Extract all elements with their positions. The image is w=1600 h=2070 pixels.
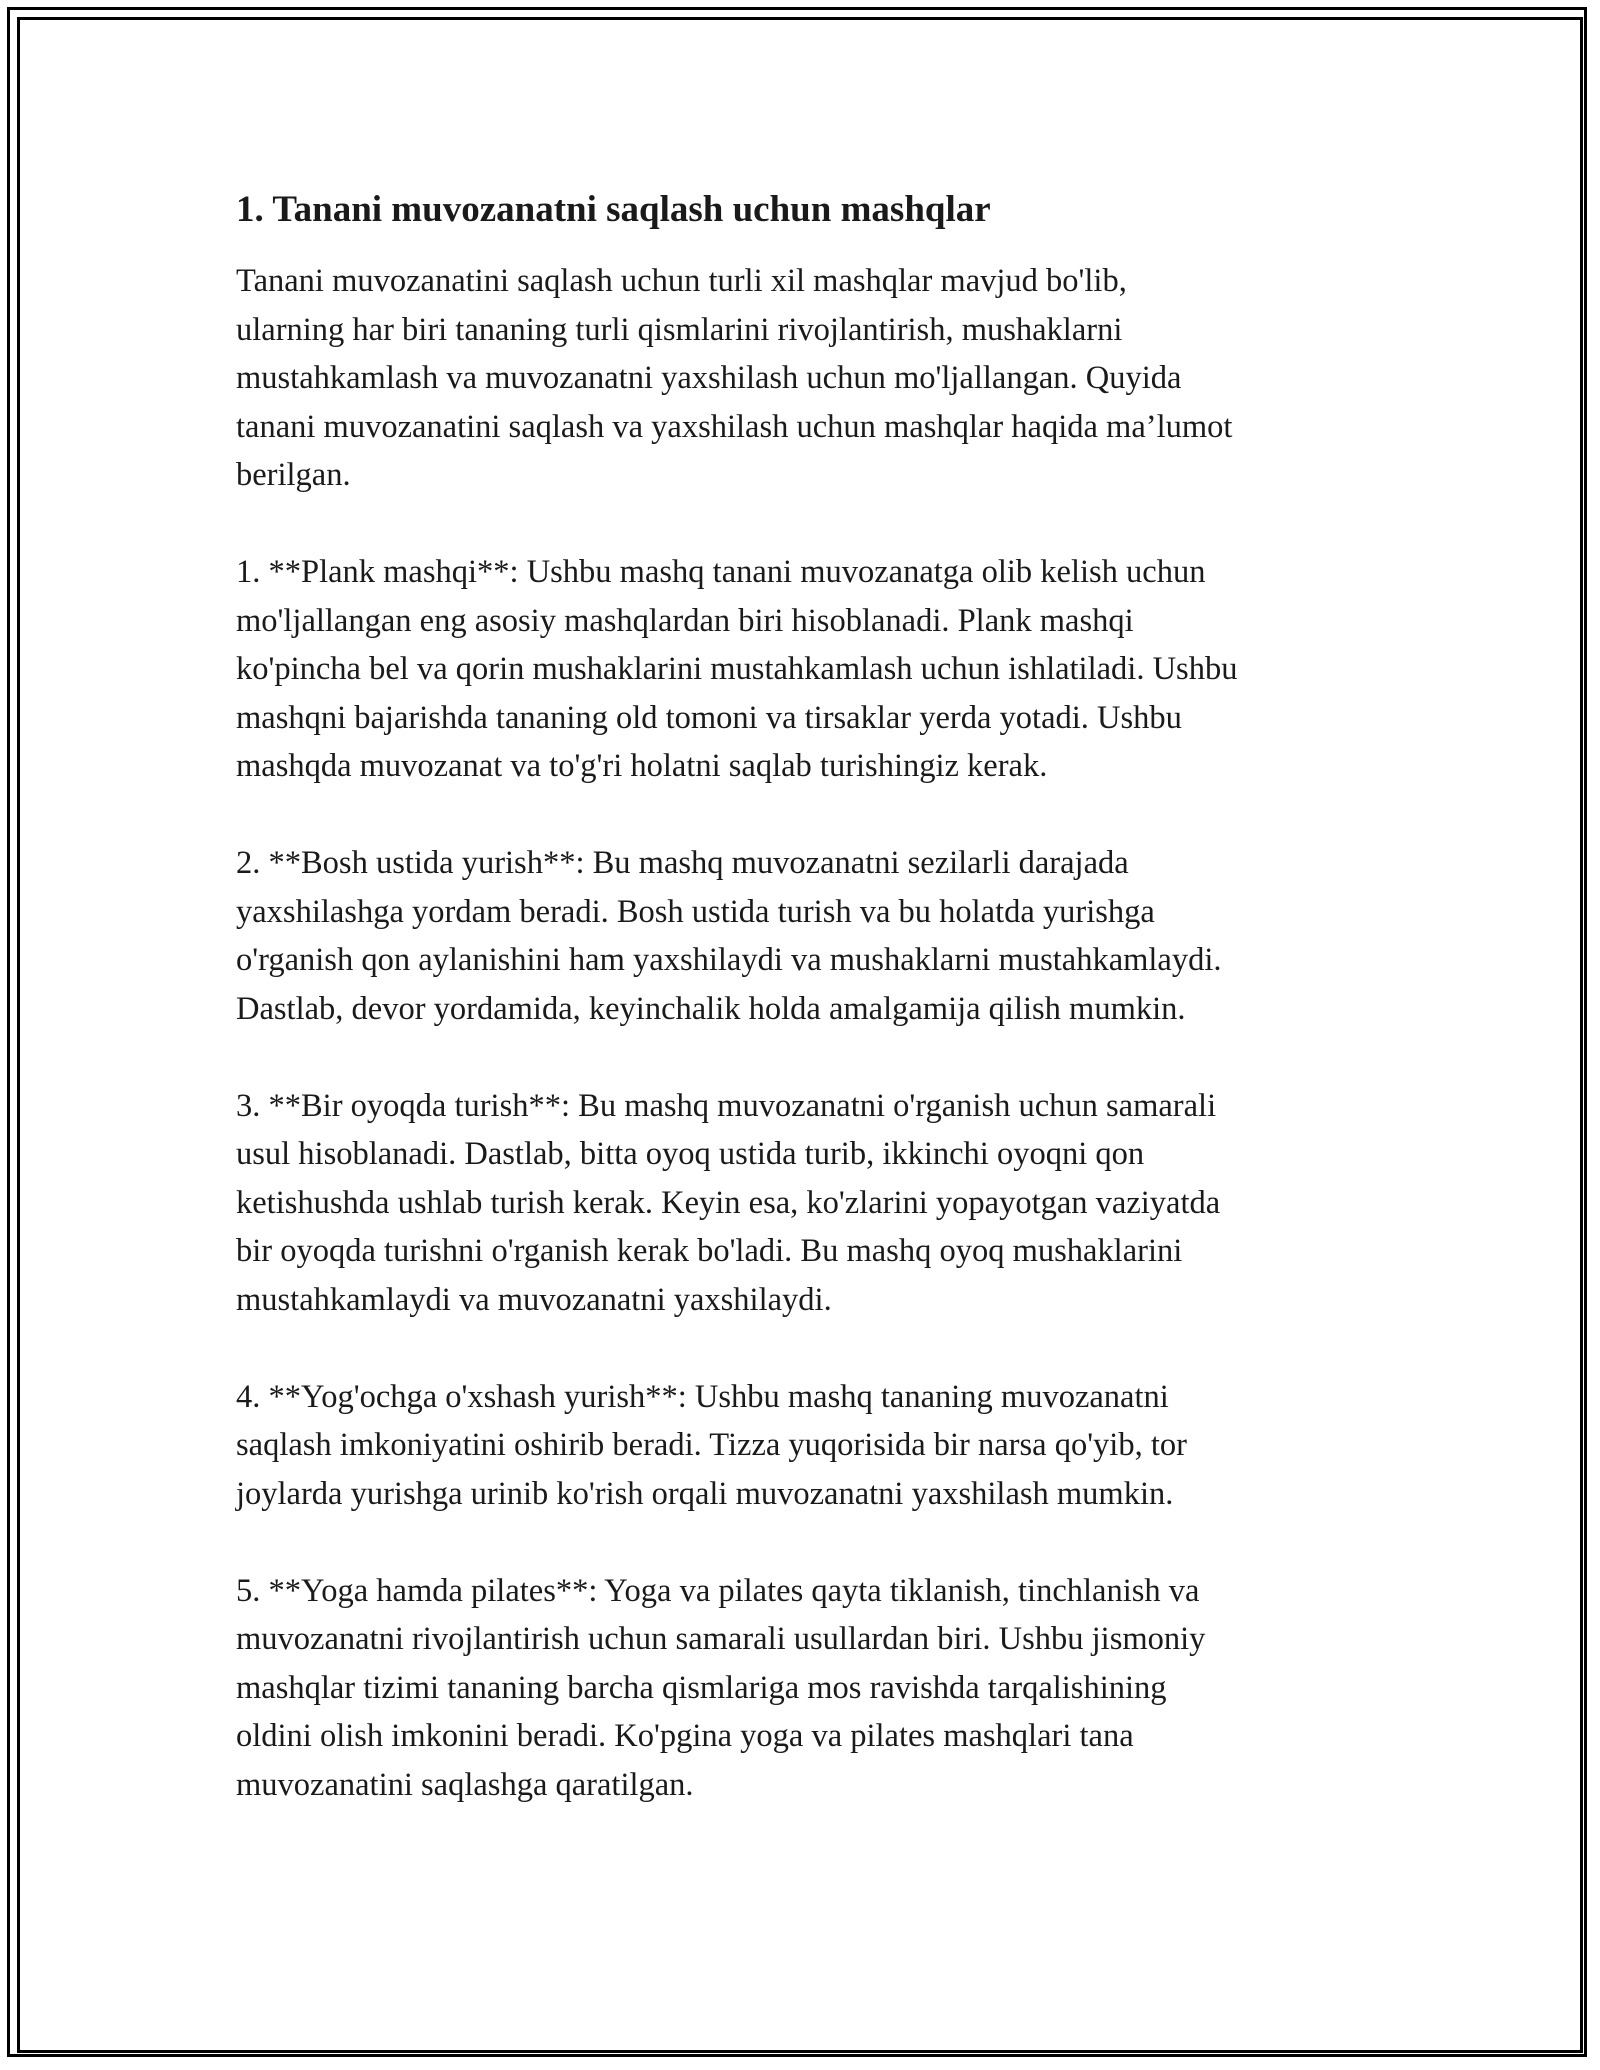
document-body: [236, 188, 1381, 1858]
exercise-beam-walk-paragraph: 4. **Yog'ochga o'xshash yurish**: Ushbu mashq tananing muvozanatni saqlash imkoniyatini oshirib beradi. Tizza yuqorisida bir narsa qo'yib, tor joylarda yurishga urinib ko'rish orqali muvozanatni yaxshilash mumkin.: [236, 1378, 1187, 1512]
exercise-yoga-pilates-paragraph: 5. **Yoga hamda pilates**: Yoga va pilates qayta tiklanish, tinchlanish va muvozanatni rivojlantirish uchun samarali usullardan biri. Ushbu jismoniy mashqlar tizimi tananing barcha qismlariga mos ravishda tarqalishining oldini olish imkonini beradi. Ko'pgina yoga va pilates mashqlari tana muvozanatini saqlashga qaratilgan.: [236, 1572, 1206, 1803]
section-heading: 1. Tanani muvozanatni saqlash uchun mashqlar: [236, 189, 991, 230]
exercise-plank-paragraph: 1. **Plank mashqi**: Ushbu mashq tanani muvozanatga olib kelish uchun mo'ljallangan eng asosiy mashqlardan biri hisoblanadi. Plank mashqi ko'pincha bel va qorin mushaklarini mustahkamlash uchun ishlatiladi. Ushbu mashqni bajarishda tananing old tomoni va tirsaklar yerda yotadi. Ushbu mashqda muvozanat va to'g'ri holatni saqlab turishingiz kerak.: [236, 554, 1238, 784]
exercise-one-leg-stand-paragraph: 3. **Bir oyoqda turish**: Bu mashq muvozanatni o'rganish uchun samarali usul hisoblanadi. Dastlab, bitta oyoq ustida turib, ikkinchi oyoqni qon ketishushda ushlab turish kerak. Keyin esa, ko'zlarini yopayotgan vaziyatda bir oyoqda turishni o'rganish kerak bo'ladi. Bu mashq oyoq mushaklarini mustahkamlaydi va muvozanatni yaxshilaydi.: [236, 1087, 1221, 1318]
exercise-headstand-walk-paragraph: 2. **Bosh ustida yurish**: Bu mashq muvozanatni sezilarli darajada yaxshilashga yordam beradi. Bosh ustida turish va bu holatda yurishga o'rganish qon aylanishini ham yaxshilaydi va mushaklarni mustahkamlaydi. Dastlab, devor yordamida, keyinchalik holda amalgamija qilish mumkin.: [236, 845, 1222, 1027]
intro-paragraph: Tanani muvozanatini saqlash uchun turli xil mashqlar mavjud bo'lib, ularning har biri tananing turli qismlarini rivojlantirish, mushaklarni mustahkamlash va muvozanatni yaxshilash uchun mo'ljallangan. Quyida tanani muvozanatini saqlash va yaxshilash uchun mashqlar haqida ma’lumot berilgan.: [236, 263, 1233, 493]
